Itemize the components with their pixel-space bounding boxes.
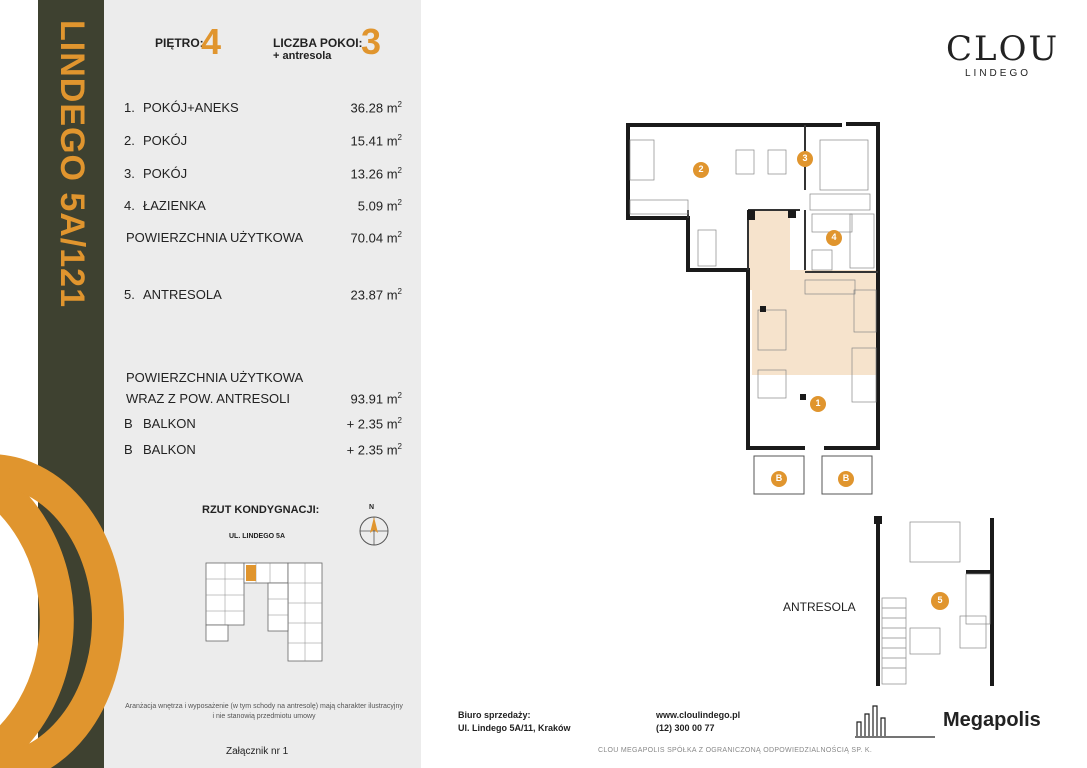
total-label-2: WRAZ Z POW. ANTRESOLI [126,391,290,406]
sales-office [458,709,571,735]
room-area: 5.09 $m^2$ [357,198,402,214]
total-value: 93.91 $m^2$ [350,391,402,407]
rooms-note: + antresola [273,50,332,62]
mezzanine-row [124,287,402,305]
room-badge-2: 2 [698,164,704,174]
room-name: POKÓJ+ANEKS [143,100,239,115]
room-name: ŁAZIENKA [143,198,206,213]
total-row [124,391,402,409]
usable-area-value: 70.04 $m^2$ [350,230,402,246]
phone-number: (12) 300 00 77 [656,723,715,733]
level-plan-title: RZUT KONDYGNACJI: [202,504,320,516]
north-label: N [369,504,375,511]
room-area: 36.28 $m^2$ [350,100,402,116]
floor-label: PIĘTRO: [155,36,204,50]
company-name: CLOU MEGAPOLIS SPÓŁKA Z OGRANICZONĄ ODPOWIEDZIALNOŚCIĄ SP. K. [598,747,873,754]
floor-plan [600,110,900,510]
balcony-name: BALKON [143,442,196,457]
mezzanine-plan-label: ANTRESOLA [783,600,856,614]
room-row [124,133,402,151]
rooms-label: LICZBA POKOI: [273,36,363,50]
balcony-code: B [124,442,133,457]
apartment-title: LINDEGO 5A/121 [53,20,91,308]
room-row [124,198,402,216]
room-number: 4. [124,198,135,213]
website-link[interactable]: www.cloulindego.pl [656,710,741,720]
room-badge-1: 1 [815,398,821,408]
sales-office-title: Biuro sprzedaży: [458,710,531,720]
total-label-row-1 [124,370,402,388]
room-number: 1. [124,100,135,115]
floor-value: 4 [201,21,222,62]
room-name: ANTRESOLA [143,287,222,302]
sales-office-address: Ul. Lindego 5A/11, Kraków [458,723,571,733]
room-row [124,166,402,184]
balcony-row [124,416,402,434]
room-name: POKÓJ [143,166,188,181]
contact-info [656,709,740,735]
apartment-location-marker [246,565,256,581]
balcony-badge-1: B [775,473,783,483]
balcony-row [124,442,402,460]
rooms-value: 3 [361,21,382,62]
building-plan-thumbnail [200,555,330,665]
megapolis-logo-icon [855,704,935,738]
brand-name: CLOU [946,29,1060,69]
developer-name: Megapolis [943,709,1041,731]
balcony-code: B [124,416,133,431]
room-name: POKÓJ [143,133,188,148]
room-area: 23.87 $m^2$ [350,287,402,303]
balcony-badge-2: B [842,473,850,483]
brand-sub: LINDEGO [964,68,1031,79]
balcony-name: BALKON [143,416,196,431]
clou-logo [946,29,1060,79]
room-number: 2. [124,133,135,148]
disclaimer: Aranżacja wnętrza i wyposażenie (w tym schody na antresolę) mają charakter ilustracyjny i nie stanowią przedmiotu umowy [125,703,403,720]
usable-area-label: POWIERZCHNIA UŻYTKOWA [126,230,304,245]
balcony-area: + 2.35 $m^2$ [346,416,402,432]
room-number: 3. [124,166,135,181]
room-area: 13.26 $m^2$ [350,166,402,182]
room-badge-5: 5 [937,595,943,605]
room-area: 15.41 $m^2$ [350,133,402,149]
room-number: 5. [124,287,135,302]
compass-icon [357,512,391,548]
balcony-area: + 2.35 $m^2$ [346,442,402,458]
room-badge-4: 4 [831,232,837,242]
total-label-1: POWIERZCHNIA UŻYTKOWA [126,370,304,385]
usable-area-row [124,230,402,248]
attachment-label: Załącznik nr 1 [226,746,289,757]
room-row [124,100,402,118]
room-badge-3: 3 [802,153,808,163]
level-plan-street: UL. LINDEGO 5A [229,533,286,540]
